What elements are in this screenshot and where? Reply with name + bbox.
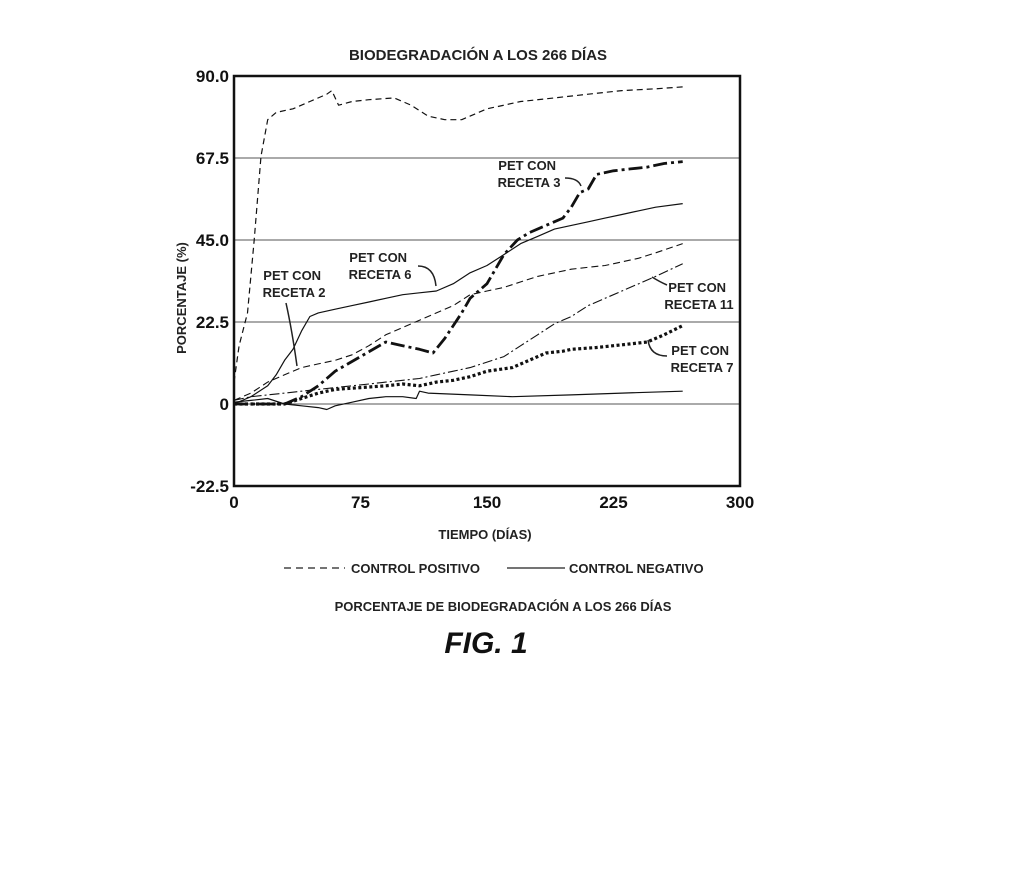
annotation-receta-11: PET CON RECETA 11 xyxy=(664,280,734,312)
legend-label-control-positivo: CONTROL POSITIVO xyxy=(351,561,481,576)
series-line-control-negativo xyxy=(234,391,683,409)
leader-receta-3 xyxy=(565,178,581,186)
x-tick-label: 150 xyxy=(472,493,502,512)
annotation-receta-7: PET CON RECETA 7 xyxy=(670,343,734,375)
annotation-receta-6: PET CON RECETA 6 xyxy=(348,250,412,282)
y-tick-label: -22.5 xyxy=(190,477,229,496)
leader-receta-6 xyxy=(418,266,436,286)
series-line-pet-con-receta-7 xyxy=(234,326,683,404)
x-tick-label: 225 xyxy=(599,493,628,512)
y-tick-label: 22.5 xyxy=(195,313,229,332)
x-axis-label: TIEMPO (DÍAS) xyxy=(438,527,532,542)
series-line-pet-con-receta-6 xyxy=(234,204,683,404)
x-tick-label: 300 xyxy=(725,493,755,512)
leader-receta-7 xyxy=(648,340,667,356)
annotation-receta-3: PET CON RECETA 3 xyxy=(497,158,561,190)
y-tick-label: 0 xyxy=(219,395,229,414)
annotation-receta-2: PET CON RECETA 2 xyxy=(262,268,326,300)
y-tick-labels xyxy=(190,67,229,496)
x-tick-label: 75 xyxy=(351,493,370,512)
y-tick-label: 90.0 xyxy=(195,67,229,86)
leader-receta-11 xyxy=(652,277,667,285)
x-tick-label: 0 xyxy=(229,493,239,512)
legend-label-control-negativo: CONTROL NEGATIVO xyxy=(569,561,704,576)
y-tick-label: 45.0 xyxy=(195,231,229,250)
chart-title: BIODEGRADACIÓN A LOS 266 DÍAS xyxy=(348,47,608,64)
x-tick-labels xyxy=(229,493,754,512)
figure-caption: PORCENTAJE DE BIODEGRADACIÓN A LOS 266 DÍAS xyxy=(334,599,672,614)
y-axis-label: PORCENTAJE (%) xyxy=(174,242,189,354)
series-layer xyxy=(234,87,683,410)
figure-label: FIG. 1 xyxy=(444,627,528,660)
legend xyxy=(284,561,704,576)
y-tick-label: 67.5 xyxy=(195,149,229,168)
series-line-control-positivo xyxy=(234,87,683,382)
